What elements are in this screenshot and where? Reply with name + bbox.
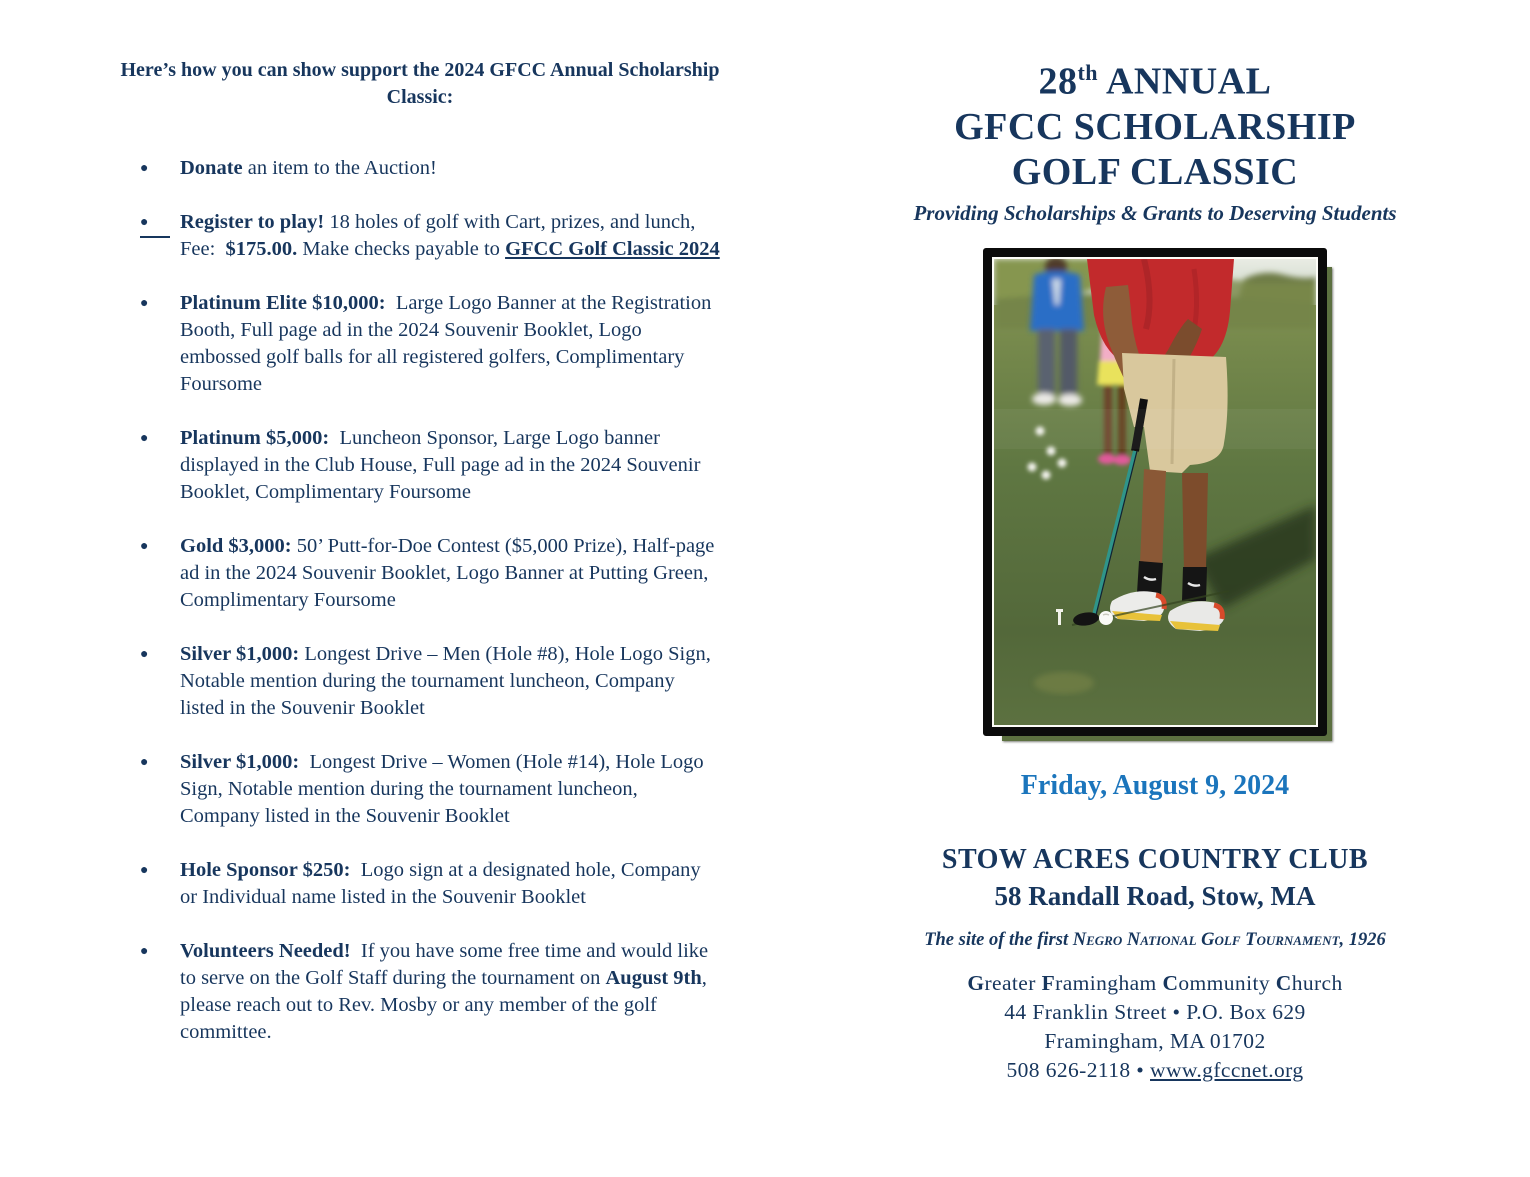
text-segment: F: [1041, 970, 1056, 995]
sponsor-bullet-item: [120, 425, 720, 506]
golf-putting-photo-art: [994, 259, 1316, 725]
bullet-icon: ●: [140, 863, 149, 878]
event-title-line-3: [840, 150, 1470, 195]
sponsor-bullet-item: [120, 857, 720, 911]
text-segment: Platinum $5,000:: [180, 427, 330, 449]
text-segment: Luncheon Sponsor, Large Logo banner displayed in the Club House, Full page ad in the 2024 Souvenir Booklet, Complimentary Foursome: [180, 427, 706, 503]
bullet-icon: ●: [140, 539, 149, 554]
sponsor-bullet-item: [120, 209, 720, 263]
website-link[interactable]: www.gfccnet.org: [1150, 1057, 1304, 1082]
bullet-text: [180, 859, 706, 908]
event-title-line-1: [840, 50, 1470, 105]
text-segment: ramingham: [1055, 970, 1163, 995]
text-segment: GFCC Golf Classic 2024: [505, 238, 720, 260]
venue-name: STOW ACRES COUNTRY CLUB: [941, 843, 1369, 875]
church-street-address: 44 Franklin Street • P.O. Box 629: [1004, 999, 1306, 1024]
text-segment: ANNUAL: [1098, 60, 1272, 103]
text-segment: Donate: [180, 157, 243, 179]
text-segment: Make checks payable to: [297, 238, 506, 260]
text-segment: August 9th: [605, 967, 702, 989]
venue-address: 58 Randall Road, Stow, MA: [994, 880, 1316, 911]
text-segment: 508 626-2118 •: [1006, 1057, 1151, 1082]
text-segment: reater: [984, 970, 1042, 995]
text-segment: Hole Sponsor $250:: [180, 859, 351, 881]
sponsor-bullet-item: [120, 641, 720, 722]
bullet-icon: ●: [140, 755, 149, 770]
church-name: [840, 969, 1470, 998]
text-segment: Platinum Elite $10,000:: [180, 292, 386, 314]
text-segment: GOLF CLASSIC: [1011, 150, 1299, 193]
event-date: Friday, August 9, 2024: [1020, 769, 1290, 801]
historic-site-note: [840, 930, 1470, 951]
text-segment: Gold $3,000:: [180, 535, 292, 557]
church-phone-web: [840, 1056, 1470, 1085]
text-segment: 18 holes of golf with Cart, prizes, and lunch, Fee:: [180, 211, 701, 260]
bullet-icon: ●: [140, 161, 149, 176]
text-segment: The site of the first: [924, 929, 1073, 950]
text-segment: C: [1275, 970, 1292, 995]
bullet-text: [180, 535, 720, 611]
sponsor-list: [120, 155, 720, 1046]
bullet-icon: ●: [140, 431, 149, 446]
bullet-text: [180, 751, 709, 827]
sponsor-bullet-item: [120, 290, 720, 398]
bullet-text: [180, 292, 717, 395]
bullet-text: [180, 427, 706, 503]
text-segment: Longest Drive – Men (Hole #8), Hole Logo Sign, Notable mention during the tournament luncheon, Company listed in the Souvenir Booklet: [180, 643, 716, 719]
text-segment: Silver $1,000:: [180, 751, 300, 773]
text-segment: , please reach out to Rev. Mosby or any member of the golf committee.: [180, 967, 712, 1043]
sponsor-bullet-item: [120, 533, 720, 614]
text-segment: th: [1077, 60, 1099, 85]
bullet-text: [180, 157, 437, 179]
text-segment: Volunteers Needed!: [180, 940, 351, 962]
text-segment: Silver $1,000:: [180, 643, 300, 665]
text-segment: GFCC SCHOLARSHIP: [954, 105, 1356, 148]
golf-putting-photo: [983, 248, 1327, 736]
text-segment: an item to the Auction!: [242, 157, 437, 179]
bullet-text: [180, 643, 716, 719]
bullet-icon: ●: [140, 944, 149, 959]
text-segment: Logo sign at a designated hole, Company or Individual name listed in the Souvenir Booklet: [180, 859, 706, 908]
sponsor-bullet-item: [120, 938, 720, 1046]
text-segment: 28: [1038, 60, 1078, 103]
bullet-text: [180, 940, 713, 1043]
bullet-text: [180, 211, 720, 260]
text-segment: If you have some free time and would like to serve on the Golf Staff during the tournament on: [180, 940, 714, 989]
text-segment: Register to play!: [180, 211, 325, 233]
text-segment: $175.00.: [225, 238, 298, 260]
text-segment: Negro National Golf Tournament: [1072, 929, 1340, 950]
text-segment: ommunity: [1178, 970, 1276, 995]
sponsor-bullet-item: [120, 155, 720, 182]
church-city-state: Framingham, MA 01702: [1044, 1028, 1266, 1053]
text-segment: G: [967, 970, 985, 995]
event-panel: [840, 50, 1470, 1085]
support-panel: [120, 57, 725, 1046]
bullet-icon: ●: [140, 296, 149, 311]
sponsor-bullet-item: [120, 749, 720, 830]
bullet-icon: ●: [140, 209, 170, 238]
support-heading: Here’s how you can show support the 2024 GFCC Annual Scholarship Classic:: [120, 59, 725, 108]
text-segment: , 1926: [1339, 929, 1386, 950]
text-segment: hurch: [1291, 970, 1343, 995]
church-contact-block: [840, 969, 1470, 1085]
text-segment: 50’ Putt-for-Doe Contest ($5,000 Prize), Half-page ad in the 2024 Souvenir Booklet, Logo Banner at Putting Green, Complimentary Foursome: [180, 535, 720, 611]
text-segment: Large Logo Banner at the Registration Booth, Full page ad in the 2024 Souvenir Booklet, Logo embossed golf balls for all registered golfers, Complimentary Foursome: [180, 292, 717, 395]
event-subtitle: Providing Scholarships & Grants to Deserving Students: [913, 200, 1397, 225]
text-segment: Longest Drive – Women (Hole #14), Hole Logo Sign, Notable mention during the tournament luncheon, Company listed in the Souvenir Booklet: [180, 751, 709, 827]
text-segment: C: [1162, 970, 1179, 995]
bullet-icon: ●: [140, 647, 149, 662]
event-title-line-2: [840, 105, 1470, 150]
